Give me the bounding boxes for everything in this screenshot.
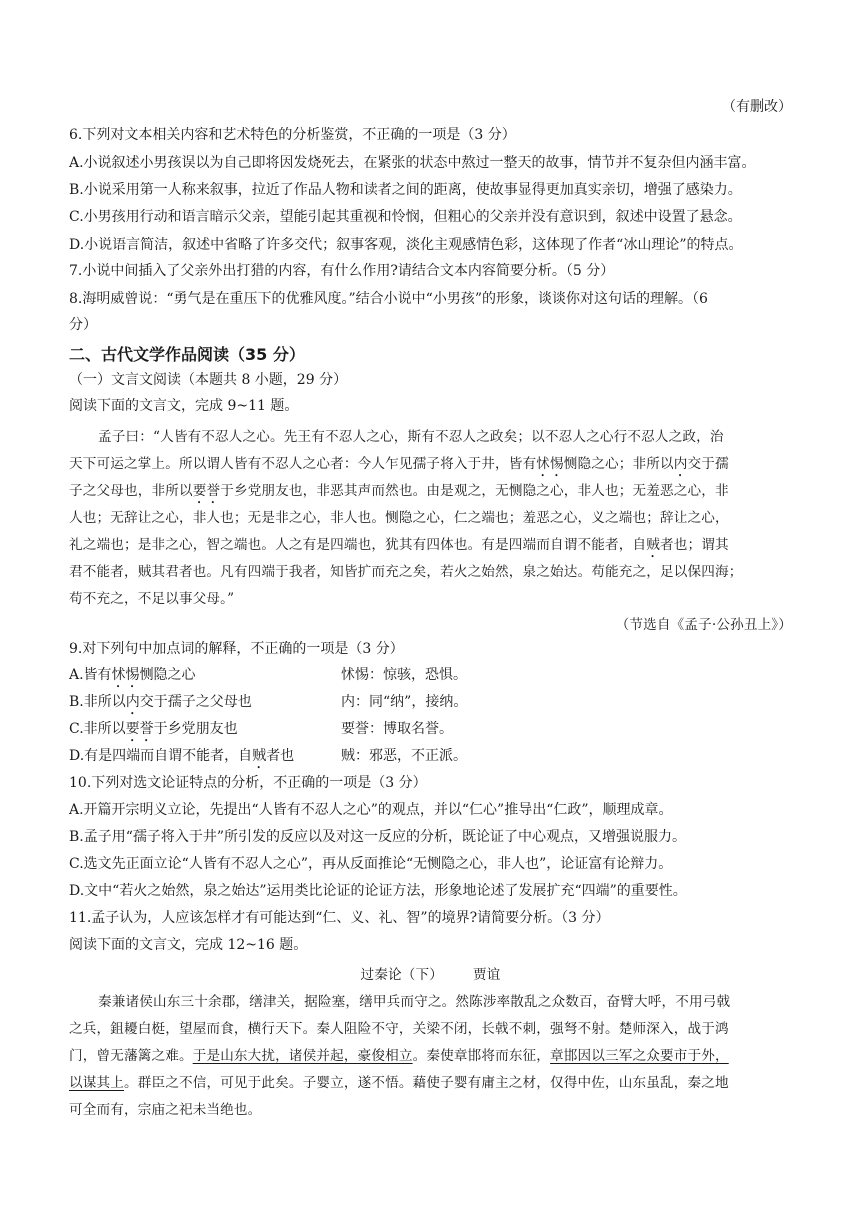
underlined-sentence: 章邯因以三军之众要市于外， bbox=[550, 1048, 729, 1064]
passage1-line4: 人也；无辞让之心，非人也；无是非之心，非人也。恻隐之心，仁之端也；羞恶之心，义之端也；辞让之心， bbox=[69, 510, 729, 526]
q6-option-a: A.小说叙述小男孩误以为自己即将因发烧死去，在紧张的状态中熬过一整天的故事，情节并不复杂但内涵丰富。 bbox=[69, 155, 756, 171]
q10-option-a: A.开篇开宗明义立论，先提出“人皆有不忍人之心”的观点，并以“仁心”推导出“仁政”，顺理成章。 bbox=[69, 802, 673, 818]
passage2-line4: 以谋其上。群臣之不信，可见于此矣。子婴立，遂不悟。藉使子婴有庸主之材，仅得中佐，山东虽乱，秦之地 bbox=[69, 1075, 729, 1091]
dotted-word: 要誉 bbox=[192, 483, 221, 499]
section-2-sub1: （一）文言文阅读（本题共 8 小题，29 分） bbox=[69, 372, 348, 388]
passage1-line2: 天下可运之掌上。所以谓人皆有不忍人之心者：今人乍见孺子将入于井，皆有怵惕恻隐之心；非所以内交于孺 bbox=[69, 456, 729, 472]
q9-explanation: 贼：邪恶，不正派。 bbox=[341, 748, 467, 764]
dotted-word: 贼 bbox=[252, 748, 267, 764]
q10-stem: 10.下列对选文论证特点的分析，不正确的一项是（3 分） bbox=[69, 775, 427, 791]
passage2-line1: 秦兼诸侯山东三十余郡，缮津关，据险塞，缮甲兵而守之。然陈涉率散乱之众数百，奋臂大呼，不用弓戟 bbox=[98, 994, 731, 1010]
passage1-line1: 孟子曰：“人皆有不忍人之心。先王有不忍人之心，斯有不忍人之政矣；以不忍人之心行不忍人之政，治 bbox=[98, 429, 724, 445]
q10-option-d: D.文中“若火之始然，泉之始达”运用类比论证的论证方法，形象地论述了发展扩充“四端”的重要性。 bbox=[69, 883, 687, 899]
passage2-line3: 门，曾无藩篱之难。于是山东大扰，诸侯并起，豪俊相立。秦使章邯将而东征，章邯因以三军之众要市于外， bbox=[69, 1048, 729, 1064]
q9-option-b: B.非所以内交于孺子之父母也 内：同“纳”，接纳。 bbox=[69, 693, 792, 718]
passage2-heading bbox=[69, 963, 792, 983]
passage1-line6: 君不能者，贼其君者也。凡有四端于我者，知皆扩而充之矣，若火之始然，泉之始达。苟能充之，足以保四海； bbox=[69, 564, 743, 580]
q8-line1: 8.海明威曾说：“勇气是在重压下的优雅风度。”结合小说中“小男孩”的形象，谈谈你对这句话的理解。（6 bbox=[69, 291, 708, 307]
intro2: 阅读下面的文言文，完成 12~16 题。 bbox=[69, 937, 308, 953]
source-note-top: （有删改） bbox=[722, 99, 792, 115]
dotted-word: 要誉 bbox=[125, 721, 154, 737]
passage1-line5: 礼之端也；是非之心，智之端也。人之有是四端也，犹其有四体也。有是四端而自谓不能者，自贼者也；谓其 bbox=[69, 537, 729, 553]
dotted-word: 内 bbox=[125, 694, 140, 710]
dotted-word: 怵惕 bbox=[111, 667, 140, 683]
dotted-word: 怵惕 bbox=[536, 456, 564, 472]
q6-stem: 6.下列对文本相关内容和艺术特色的分析鉴赏，不正确的一项是（3 分） bbox=[69, 127, 516, 143]
section-2-intro1: 阅读下面的文言文，完成 9~11 题。 bbox=[69, 398, 299, 414]
q6-option-d: D.小说语言简洁，叙述中省略了许多交代；叙事客观，淡化主观感情色彩，这体现了作者“冰山理论”的特点。 bbox=[69, 237, 743, 253]
passage1-source: （节选自《孟子·公孙丑上》） bbox=[615, 617, 792, 633]
dotted-word: 内 bbox=[673, 456, 688, 472]
q9-option-c: C.非所以要誉于乡党朋友也 要誉：博取名誉。 bbox=[69, 720, 792, 745]
q9-explanation: 怵惕：惊骇，恐惧。 bbox=[341, 667, 467, 683]
q7: 7.小说中间插入了父亲外出打猎的内容，有什么作用?请结合文本内容简要分析。（5 分） bbox=[69, 263, 615, 279]
section-2-title: 二、古代文学作品阅读（35 分） bbox=[69, 345, 305, 364]
q9-explanation: 要誉：博取名誉。 bbox=[341, 721, 453, 737]
passage2-author: 贾谊 bbox=[472, 967, 501, 983]
q10-option-b: B.孟子用“孺子将入于井”所引发的反应以及对这一反应的分析，既论证了中心观点，又增强说服力。 bbox=[69, 829, 687, 845]
q8-line2: 分） bbox=[69, 317, 97, 333]
passage2-line5: 可全而有，宗庙之祀未当绝也。 bbox=[69, 1102, 262, 1118]
q9-stem: 9.对下列句中加点词的解释，不正确的一项是（3 分） bbox=[69, 641, 404, 657]
q6-option-b: B.小说采用第一人称来叙事，拉近了作品人物和读者之间的距离，使故事显得更加真实亲切，增强了感染力。 bbox=[69, 182, 742, 198]
underlined-sentence: 于是山东大扰，诸侯并起，豪俊相立 bbox=[192, 1048, 413, 1064]
q6-option-c: C.小男孩用行动和语言暗示父亲，望能引起其重视和怜悯，但粗心的父亲并没有意识到，叙述中设置了悬念。 bbox=[69, 209, 742, 225]
q10-option-c: C.选文先正面立论“人皆有不忍人之心”，再从反面推论“无恻隐之心，非人也”，论证富有论辩力。 bbox=[69, 856, 673, 872]
underlined-sentence: 以谋其上 bbox=[69, 1075, 124, 1091]
q9-option-d: D.有是四端而自谓不能者，自贼者也 贼：邪恶，不正派。 bbox=[69, 747, 792, 772]
passage1-line7: 苟不充之，不足以事父母。” bbox=[69, 591, 235, 607]
passage2-title: 过秦论（下） bbox=[360, 967, 443, 983]
dotted-word: 贼 bbox=[646, 537, 660, 553]
q9-option-a: A.皆有怵惕恻隐之心 怵惕：惊骇，恐惧。 bbox=[69, 666, 792, 691]
passage2-line2: 之兵，鉏耰白梃，望屋而食，横行天下。秦人阻险不守，关梁不闭，长戟不刺，强弩不射。楚师深入，战于鸿 bbox=[69, 1021, 729, 1037]
q11: 11.孟子认为，人应该怎样才有可能达到“仁、义、礼、智”的境界?请简要分析。（3 分） bbox=[69, 910, 610, 926]
passage1-line3: 子之父母也，非所以要誉于乡党朋友也，非恶其声而然也。由是观之，无恻隐之心，非人也；无羞恶之心，非 bbox=[69, 483, 729, 499]
q9-explanation: 内：同“纳”，接纳。 bbox=[341, 694, 468, 710]
